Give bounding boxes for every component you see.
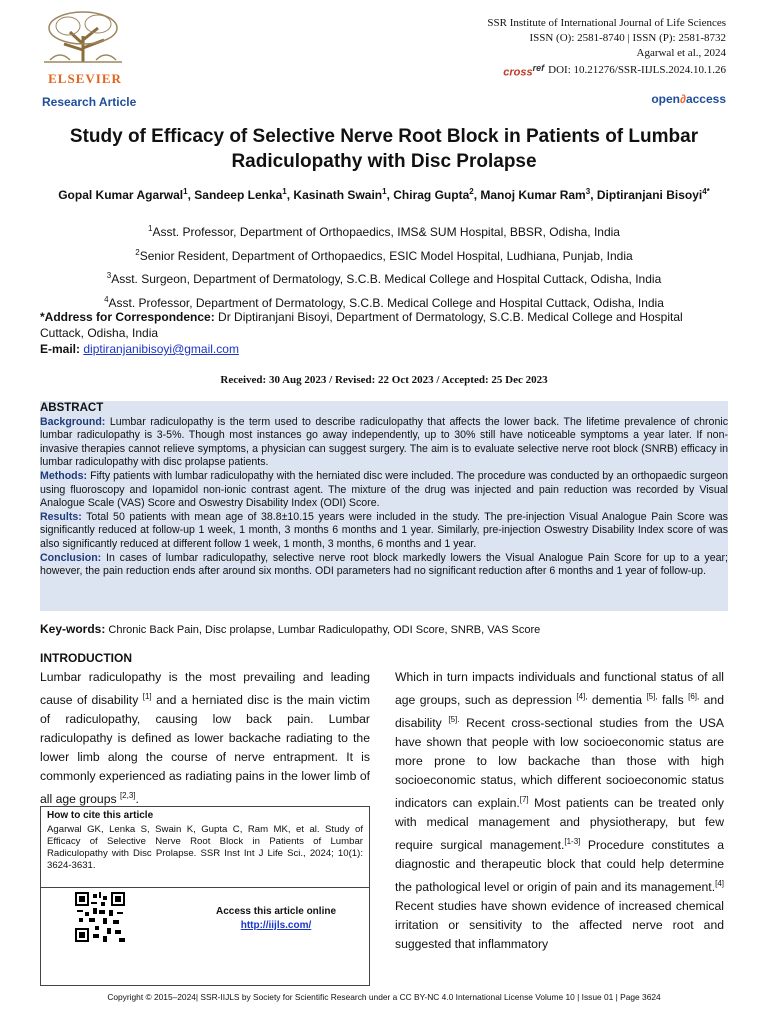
citation-ref[interactable]: [1-3] xyxy=(564,837,581,847)
citation-ref[interactable]: [5], xyxy=(646,692,658,701)
email-label: E-mail: xyxy=(40,342,81,356)
author: Sandeep Lenka xyxy=(194,188,283,202)
abstract-methods xyxy=(40,470,728,511)
methods-label: Methods: xyxy=(40,469,88,482)
citation-short: Agarwal et al., 2024 xyxy=(636,47,726,59)
intro-column-2 xyxy=(395,668,724,954)
publisher-name: ELSEVIER xyxy=(48,71,122,86)
author-sup: 1 xyxy=(183,187,188,196)
intro-text: and disability xyxy=(395,693,724,731)
email-link[interactable]: diptiranjanibisoyi@gmail.com xyxy=(83,342,239,356)
keywords-label: Key-words: xyxy=(40,622,106,636)
abstract-background xyxy=(40,416,728,470)
intro-text: and a herniated disc is the main victim of radiculopathy, causing low back pain. Lumbar radiculopathy is defined as lower backache radiating to the lower limb along the course of nerve entrapment. It is commonly experienced as radiating pains in the lower limb of all age groups xyxy=(40,693,371,807)
author-sup: 3 xyxy=(585,187,591,196)
affil-sup: 1 xyxy=(148,224,153,233)
citation-ref[interactable]: [2,3] xyxy=(119,791,136,801)
background-label: Background: xyxy=(40,415,106,428)
abstract-results xyxy=(40,511,728,552)
citation-ref[interactable]: [6], xyxy=(688,692,700,701)
correspondence xyxy=(40,309,730,341)
elsevier-logo xyxy=(40,10,130,86)
intro-text: . xyxy=(135,792,139,807)
author: Chirag Gupta xyxy=(393,188,470,202)
citation-ref[interactable]: [4], xyxy=(576,692,588,701)
author-sup: 2 xyxy=(469,187,474,196)
intro-column-1 xyxy=(40,668,370,809)
affil-sup: 2 xyxy=(135,247,140,257)
open-access-logo xyxy=(651,92,726,106)
methods-text: Fifty patients with lumbar radiculopathy with the herniated disc were included. The procedure was conducted by an orthopaedic surgeon using fluoroscopy and Iopamidol non-ionic contrast agent. The mixture of the drug was injected and pain reduction was recorded by Visual Analogue Scale (VAS) Score and Oswestry Disability Index (ODI) Score. xyxy=(40,469,728,510)
intro-text: Most patients can be treated only with medical management and physiotherapy, but few require surgical management. xyxy=(395,796,724,853)
cite-text: Agarwal GK, Lenka S, Swain K, Gupta C, Ram MK, et al. Study of Efficacy of Selective Nerve Root Block in Patients of Lumbar Radiculopathy with Disc Prolapse. SSR Inst Int J Life Sci., 2024; 10(1): 3624-3631. xyxy=(47,824,363,871)
affil-sup: 3 xyxy=(106,271,112,280)
results-text: Total 50 patients with mean age of 38.8±10.15 years were included in the study. The pre-injection Visual Analogue Pain Score was significantly reduced at follow-up 1 week, 1 month, 3 months 6 months and 1 year. Similarly, pre-injection Oswestry Disability Index score of was also significantly reduced at different follow 1 week, 1 month, 3 months, 6 months and 1 year. xyxy=(40,510,728,550)
article-dates: Received: 30 Aug 2023 / Revised: 22 Oct 2023 / Accepted: 25 Dec 2023 xyxy=(220,374,548,386)
cite-heading: How to cite this article xyxy=(47,810,154,821)
crossref-logo[interactable] xyxy=(503,61,544,81)
abstract-heading: ABSTRACT xyxy=(40,402,104,414)
author-sup: 4* xyxy=(702,187,710,196)
author-sup: 1 xyxy=(382,187,387,196)
citation-ref[interactable]: [7] xyxy=(519,795,529,805)
author: Manoj Kumar Ram xyxy=(480,188,586,202)
access-online xyxy=(191,905,361,933)
qr-code-icon[interactable] xyxy=(75,892,125,942)
citation-ref[interactable]: [5]. xyxy=(448,715,460,725)
intro-text: Recent studies have shown evidence of increased chemical irritation or sensitivity to the affected nerve root and suggested that inflammatory xyxy=(395,899,724,952)
journal-name: SSR Institute of International Journal of Life Sciences xyxy=(487,17,726,29)
intro-text: falls xyxy=(657,693,689,708)
author: Gopal Kumar Agarwal xyxy=(58,188,184,202)
abstract-box xyxy=(40,401,728,611)
intro-heading: INTRODUCTION xyxy=(40,651,132,665)
author: Kasinath Swain xyxy=(293,188,383,202)
affiliation xyxy=(40,219,728,243)
affiliation xyxy=(40,266,728,290)
how-to-cite-box xyxy=(40,806,370,986)
open-text: open xyxy=(651,92,681,106)
intro-text: Which in turn impacts individuals and functional status of all age groups, such as depression xyxy=(395,670,724,708)
keywords xyxy=(40,622,540,636)
page-footer: Copyright © 2015–2024| SSR-IIJLS by Society for Scientific Research under a CC BY-NC 4.0 International License Volume 10 | Issue 01 | Page 3624 xyxy=(107,992,661,1002)
authors: Gopal Kumar Agarwal$^1$, Sandeep Lenka$^1$, Kasinath Swain$^1$, Chirag Gupta$^2$, Manoj Kumar Ram$^3$, Diptiranjani Bisoyi$^{4*}$ xyxy=(58,187,710,202)
conclusion-text: In cases of lumbar radiculopathy, selective nerve root block markedly lowers the Visual Analogue Pain Score for up to a year; however, the pain reduction ends after around six months. ODI parameters had no significant reduction after 6 months and 1 year of follow-up. xyxy=(40,551,728,578)
affil-text: Senior Resident, Department of Orthopaedics, ESIC Model Hospital, Ludhiana, Punjab, India xyxy=(139,248,633,263)
intro-text: Lumbar radiculopathy is the most prevailing and leading cause of disability xyxy=(40,670,370,708)
email-line xyxy=(40,342,239,356)
crossref-sup: ref xyxy=(532,63,545,73)
affiliation xyxy=(40,243,728,267)
affil-text: Asst. Professor, Department of Dermatology, S.C.B. Medical College and Hospital Cuttack, Odisha, India xyxy=(108,295,664,310)
intro-text: Recent cross-sectional studies from the USA have shown that people with low socioeconomic status are more prone to low backache than those with high socioeconomic status, which different socioeconomic status indicators can explain. xyxy=(395,716,725,811)
keywords-text: Chronic Back Pain, Disc prolapse, Lumbar Radiculopathy, ODI Score, SNRB, VAS Score xyxy=(108,624,541,636)
affil-sup: 4 xyxy=(104,294,109,304)
access-text: access xyxy=(685,92,726,106)
background-text: Lumbar radiculopathy is the term used to describe radiculopathy that affects the lower back. The lifetime prevalence of chronic lumbar radiculopathy is 3-5%. Though most instances go away independently, up to 30% still have noticeable symptoms a year later. If non-invasive therapies cannot relieve symptoms, a physician can suggest surgery. The aim is to evaluate selective nerve root block (SNRB) efficacy in lumbar radiculopathy with disc prolapse patients. xyxy=(40,415,728,469)
correspondence-label: *Address for Correspondence: xyxy=(40,310,215,324)
access-label: Access this article online xyxy=(215,906,337,917)
author-sup: 1 xyxy=(282,187,287,196)
intro-text: dementia xyxy=(587,693,647,708)
results-label: Results: xyxy=(40,510,82,523)
abstract-conclusion xyxy=(40,552,728,579)
journal-url-link[interactable]: http://iijls.com/ xyxy=(240,920,312,931)
article-title: Study of Efficacy of Selective Nerve Root Block in Patients of Lumbar Radiculopathy with Disc Prolapse xyxy=(69,126,699,172)
cite-divider xyxy=(41,887,369,888)
conclusion-label: Conclusion: xyxy=(40,551,102,564)
article-type: Research Article xyxy=(42,95,137,109)
citation-ref[interactable]: [4] xyxy=(715,879,724,889)
journal-info xyxy=(487,16,726,81)
affiliations xyxy=(40,219,728,313)
affil-text: Asst. Professor, Department of Orthopaedics, IMS& SUM Hospital, BBSR, Odisha, India xyxy=(152,225,620,239)
tree-logo-icon xyxy=(40,10,126,64)
affil-text: Asst. Surgeon, Department of Dermatology, S.C.B. Medical College and Hospital Cuttack, Odisha, India xyxy=(111,272,662,286)
doi[interactable]: DOI: 10.21276/SSR-IIJLS.2024.10.1.26 xyxy=(548,64,726,77)
author: Diptiranjani Bisoyi xyxy=(596,188,703,202)
crossref-text: cross xyxy=(503,66,533,79)
intro-text: Procedure constitutes a diagnostic and therapeutic block that could help determine the pathological level or origin of pain and its management. xyxy=(395,838,724,895)
correspondence-text: Dr Diptiranjani Bisoyi, Department of Dermatology, S.C.B. Medical College and Hospital Cuttack, Odisha, India xyxy=(40,310,683,340)
issn: ISSN (O): 2581-8740 | ISSN (P): 2581-8732 xyxy=(529,32,726,44)
open-access-lock-icon: ∂ xyxy=(680,92,686,106)
citation-ref[interactable]: [1] xyxy=(142,692,152,701)
